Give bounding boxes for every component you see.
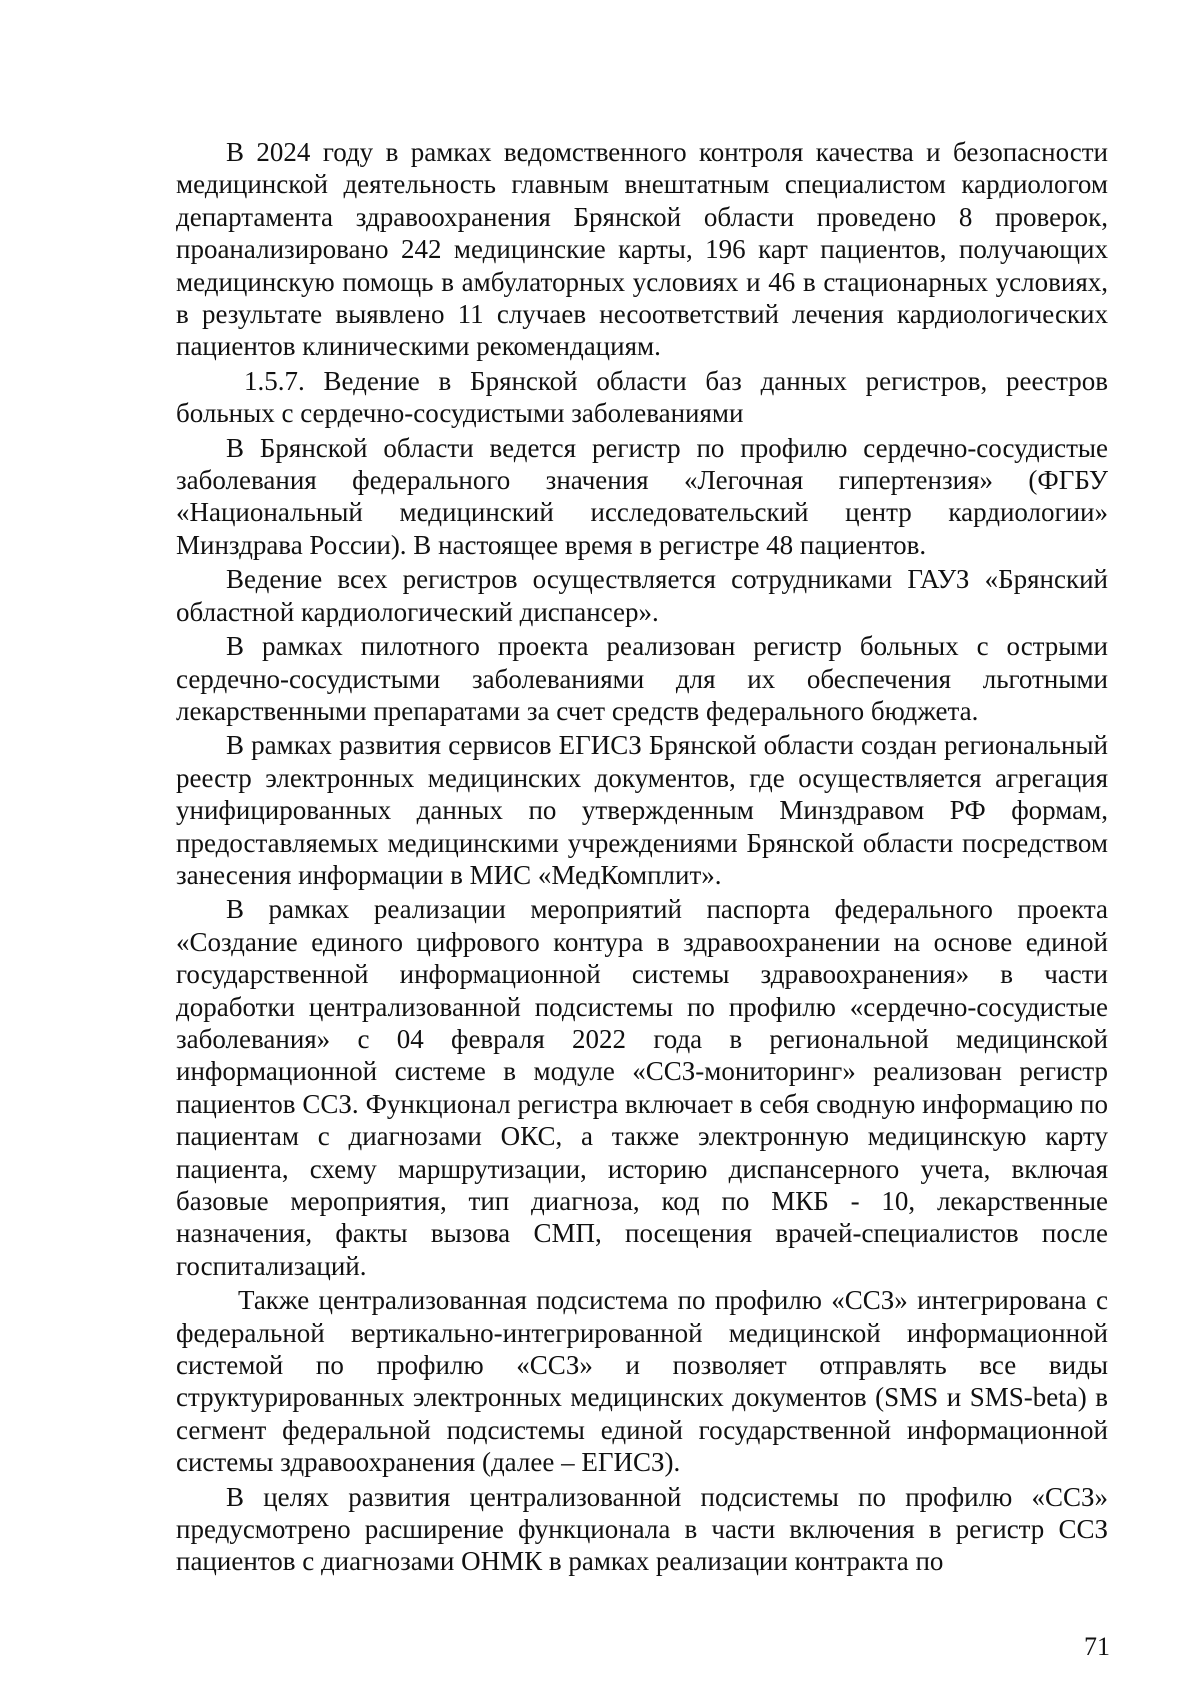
document-body [176,136,1108,1580]
paragraph-pulmonary-hypertension-registry: В Брянской области ведется регистр по профилю сердечно-сосудистые заболевания федерального значения «Легочная гипертензия» (ФГБУ «Национальный медицинский исследовательский центр кардиологии» Минздрава России). В настоящее время в регистре 48 пациентов. [176,432,1108,560]
section-heading-1-5-7: 1.5.7. Ведение в Брянской области баз данных регистров, реестров больных с сердечно-сосудистыми заболеваниями [176,365,1108,429]
page-number: 71 [1084,1632,1110,1661]
paragraph-egisz-services: В рамках развития сервисов ЕГИСЗ Брянской области создан региональный реестр электронных медицинских документов, где осуществляется агрегация унифицированных данных по утвержденным Минздравом РФ формам, предоставляемых медицинскими учреждениями Брянской области посредством занесения информации в МИС «МедКомплит». [176,730,1108,890]
paragraph-quality-control: В 2024 году в рамках ведомственного контроля качества и безопасности медицинской деятельность главным внештатным специалистом кардиологом департамента здравоохранения Брянской области проведено 8 проверок, проанализировано 242 медицинские карты, 196 карт пациентов, получающих медицинскую помощь в амбулаторных условиях и 46 в стационарных условиях, в результате выявлено 11 случаев несоответствий лечения кардиологических пациентов клиническими рекомендациям. [176,137,1108,362]
paragraph-pilot-project: В рамках пилотного проекта реализован регистр больных с острыми сердечно-сосудистыми заболеваниями для их обеспечения льготными лекарственными препаратами за счет средств федерального бюджета. [176,631,1108,726]
paragraph-integration: Также централизованная подсистема по профилю «ССЗ» интегрирована с федеральной вертикально-интегрированной медицинской информационной системой по профилю «ССЗ» и позволяет отправлять все виды структурированных электронных медицинских документов (SMS и SMS-beta) в сегмент федеральной подсистемы единой государственной информационной системы здравоохранения (далее – ЕГИСЗ). [176,1285,1108,1478]
paragraph-onmk-expansion: В целях развития централизованной подсистемы по профилю «ССЗ» предусмотрено расширение функционала в части включения в регистр ССЗ пациентов с диагнозами ОНМК в рамках реализации контракта по [176,1481,1108,1577]
paragraph-federal-project: В рамках реализации мероприятий паспорта федерального проекта «Создание единого цифрового контура в здравоохранении на основе единой государственной информационной системы здравоохранения» в части доработки централизованной подсистемы по профилю «сердечно-сосудистые заболевания» с 04 февраля 2022 года в региональной медицинской информационной системе в модуле «ССЗ-мониторинг» реализован регистр пациентов ССЗ. Функционал регистра включает в себя сводную информацию по пациентам с диагнозами ОКС, а также электронную медицинскую карту пациента, схему маршрутизации, историю диспансерного учета, включая базовые мероприятия, тип диагноза, код по МКБ - 10, лекарственные назначения, факты вызова СМП, посещения врачей-специалистов после госпитализаций. [176,894,1108,1281]
paragraph-registry-staff: Ведение всех регистров осуществляется сотрудниками ГАУЗ «Брянский областной кардиологический диспансер». [176,564,1108,627]
